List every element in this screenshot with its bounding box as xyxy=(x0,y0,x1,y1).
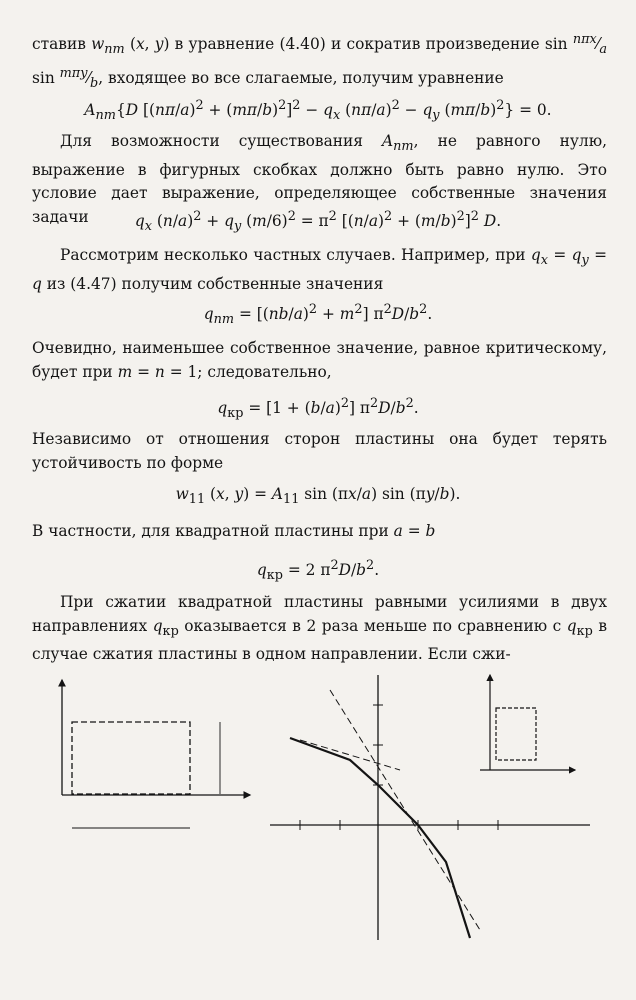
formula-6: $q_{кр} = 2$ $\pi^2D/b^2$. xyxy=(256,558,380,584)
paragraph-2: Для возможности существования $A_{nm}$, не равного нулю, выражение в фигурных скобках должно быть равно нулю. Это условие дает выражение, определяющее собственные значения задачи xyxy=(32,132,607,226)
formula-2: $q_x$ $(n/a)^2 + q_y$ $(m/6)^2 = \pi^2$ $[(n/a)^2 + (m/b)^2]^2$ D. xyxy=(134,209,502,235)
figure-4-12 xyxy=(0,660,636,940)
panel-b xyxy=(270,675,590,940)
inset-plate xyxy=(496,708,536,760)
stability-curve xyxy=(290,738,470,938)
dashed-line-m2 xyxy=(300,740,400,770)
paragraph-6: В частности, для квадратной пластины при a = b xyxy=(32,522,436,540)
paragraph-1: ставив $w_{nm}$ (x, y) в уравнение (4.40) и сократив произведение $\sin ^{n\pi x}⁄_a$ $\sin ^{m\pi y}⁄_b$, входящее во все слагаемые, получим уравнение xyxy=(32,32,607,91)
paragraph-7: При сжатии квадратной пластины равными усилиями в двух направлениях $q_{кр}$ оказывается в 2 раза меньше по сравнению с $q_{кр}$ в случае сжатия пластины в одном направлении. Если сжи- xyxy=(32,593,607,664)
paragraph-5: Независимо от отношения сторон пластины она будет терять устойчивость по форме xyxy=(32,430,607,472)
panel-b-inset xyxy=(480,675,575,770)
plate-a xyxy=(72,722,190,794)
formula-3: $q_{nm} = [(nb/a)^2 + m^2]$ $\pi^2D/b^2$. xyxy=(203,302,433,328)
formula-4: $q_{кр} = [1 + (b/a)^2]$ $\pi^2D/b^2$. xyxy=(217,396,419,422)
paragraph-4: Очевидно, наименьшее собственное значение, равное критическому, будет при m = n = 1; следовательно, xyxy=(32,339,607,381)
dashed-line-m1 xyxy=(330,690,480,930)
formula-1: $A_{nm}\{D$ $[(n\pi/a)^2 + (m\pi/b)^2]^2 - q_x$ $(n\pi/a)^2 - q_y$ $(m\pi/b)^2\} = 0$. xyxy=(84,98,552,124)
formula-5: $w_{11}$ (x, $y) = A_{11}$ sin (πx/a) sin (πy/b). xyxy=(175,485,461,508)
paragraph-3: Рассмотрим несколько частных случаев. Например, при $q_x = q_y = q$ из (4.47) получим собственные значения xyxy=(32,246,607,293)
panel-a xyxy=(62,680,250,828)
